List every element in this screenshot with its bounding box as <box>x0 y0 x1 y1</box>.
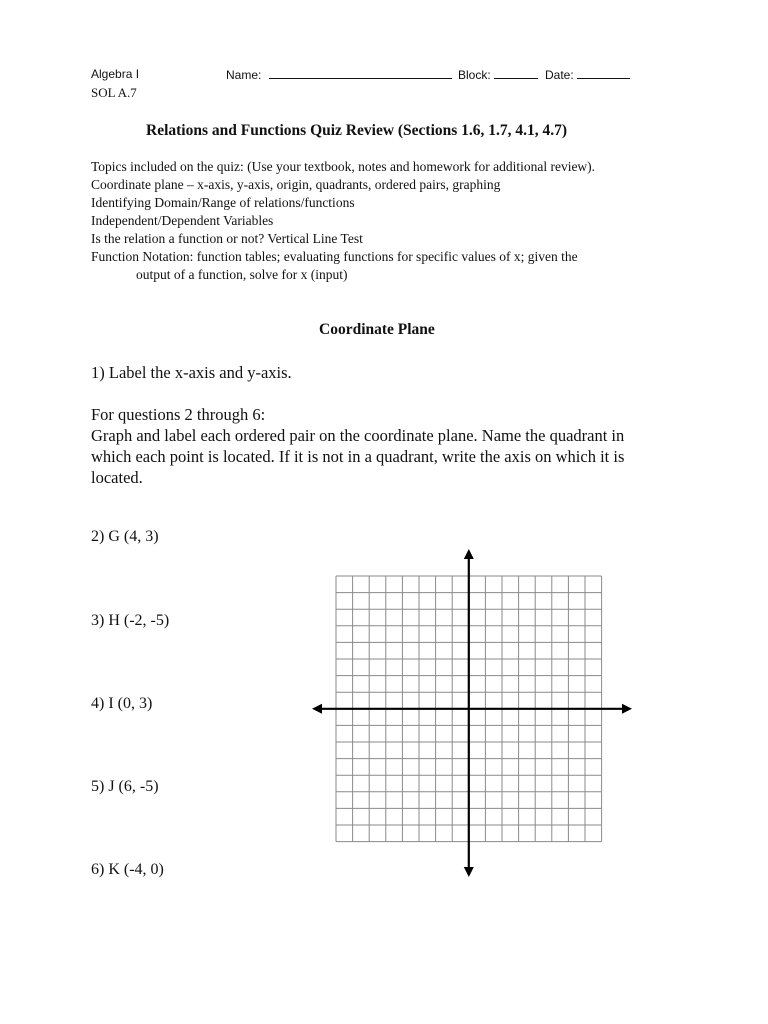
topic-line: Function Notation: function tables; evaluating functions for specific values of x; given the <box>91 249 578 264</box>
instructions-line: located. <box>91 468 143 487</box>
topic-continuation: output of a function, solve for x (input) <box>136 267 348 282</box>
question-5: 5) J (6, -5) <box>91 778 159 795</box>
instructions-line: which each point is located. If it is not in a quadrant, write the axis on which it is <box>91 447 625 466</box>
y-axis-down-arrow <box>464 867 474 877</box>
topic-line: Independent/Dependent Variables <box>91 213 274 228</box>
name-blank[interactable] <box>269 67 452 79</box>
y-axis-up-arrow <box>464 549 474 559</box>
section-heading: Coordinate Plane <box>319 321 435 338</box>
topic-line: Is the relation a function or not? Vertical Line Test <box>91 231 363 246</box>
date-label: Date: <box>545 68 574 82</box>
question-1: 1) Label the x-axis and y-axis. <box>91 363 292 382</box>
name-label: Name: <box>226 68 262 82</box>
block-field-group <box>458 67 538 82</box>
page-title: Relations and Functions Quiz Review (Sections 1.6, 1.7, 4.1, 4.7) <box>146 122 568 139</box>
block-label: Block: <box>458 68 491 82</box>
sol-label: SOL A.7 <box>91 85 137 100</box>
name-field-group <box>226 67 452 82</box>
question-6: 6) K (-4, 0) <box>91 861 164 878</box>
instructions-lead: For questions 2 through 6: <box>91 405 266 424</box>
question-3: 3) H (-2, -5) <box>91 612 170 629</box>
instructions-line: Graph and label each ordered pair on the coordinate plane. Name the quadrant in <box>91 426 625 445</box>
x-axis-right-arrow <box>622 704 632 714</box>
topic-line: Identifying Domain/Range of relations/functions <box>91 195 355 210</box>
question-4: 4) I (0, 3) <box>91 695 153 712</box>
topic-line: Coordinate plane – x-axis, y-axis, origin, quadrants, ordered pairs, graphing <box>91 177 501 192</box>
date-blank[interactable] <box>577 67 630 79</box>
topics-block <box>91 158 595 284</box>
date-field-group <box>545 67 630 82</box>
coordinate-plane[interactable] <box>300 545 640 881</box>
instructions-block <box>91 404 624 488</box>
block-blank[interactable] <box>494 67 538 79</box>
question-2: 2) G (4, 3) <box>91 528 159 545</box>
course-label: Algebra I <box>91 67 140 81</box>
x-axis-left-arrow <box>312 704 322 714</box>
topics-intro: Topics included on the quiz: (Use your textbook, notes and homework for additional review). <box>91 159 596 174</box>
